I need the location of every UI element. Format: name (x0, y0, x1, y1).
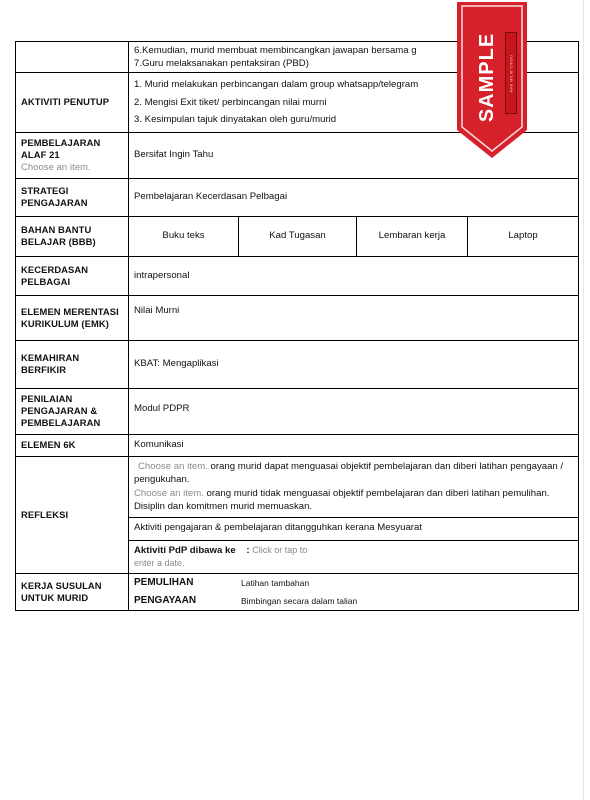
kerja-susulan-table (129, 574, 578, 610)
bbb-item-laptop: Laptop (468, 216, 579, 256)
aktiviti-penutup-label: AKTIVITI PENUTUP (16, 73, 129, 133)
ribbon-tag-strip (505, 32, 517, 114)
sample-watermark-ribbon (457, 2, 527, 158)
penutup-step-6: 6.Kemudian, murid membuat membincangkan jawapan bersama g (134, 45, 417, 56)
refleksi-choose-item-1[interactable]: Choose an item. (138, 460, 208, 472)
bbb-item-kad-tugasan: Kad Tugasan (239, 216, 357, 256)
pengayaan-value: Bimbingan secara dalam talian (241, 595, 358, 606)
refleksi-ditangguhkan: Aktiviti pengajaran & pembelajaran ditangguhkan kerana Mesyuarat (129, 517, 578, 540)
refleksi-line-tidak-menguasai (134, 487, 573, 514)
strategi-row (16, 178, 579, 216)
penutup-item-3: 3. Kesimpulan tajuk dinyatakan oleh guru/murid (134, 114, 337, 125)
strategi-label: STRATEGI PENGAJARAN (16, 178, 129, 216)
bbb-item-lembaran-kerja: Lembaran kerja (357, 216, 468, 256)
abad21-value: Bersifat Ingin Tahu (129, 132, 579, 178)
pemulihan-label: PEMULIHAN (134, 576, 194, 588)
kecerdasan-label: KECERDASAN PELBAGAI (16, 256, 129, 295)
refleksi-label: REFLEKSI (16, 456, 129, 573)
bbb-label: BAHAN BANTU BELAJAR (BBB) (16, 216, 129, 256)
refleksi-content (129, 456, 579, 573)
strategi-value: Pembelajaran Kecerdasan Pelbagai (129, 178, 579, 216)
refleksi-dibawa-ke (129, 540, 578, 573)
elemen6k-row (16, 434, 579, 456)
elemen6k-label: ELEMEN 6K (16, 434, 129, 456)
refleksi-choose-item-2[interactable]: Choose an item. (134, 487, 204, 499)
emk-row (16, 295, 579, 340)
kemahiran-row (16, 340, 579, 388)
refleksi-date-picker[interactable]: Click or tap to (252, 544, 308, 555)
page-edge-line (583, 0, 584, 800)
refleksi-row (16, 456, 579, 573)
penutup-carryover-label (16, 42, 129, 73)
kerja-susulan-content (129, 573, 579, 610)
penutup-item-1: 1. Murid melakukan perbincangan dalam group whatsapp/telegram (134, 79, 419, 90)
elemen6k-value: Komunikasi (129, 434, 579, 456)
kerja-susulan-label: KERJA SUSULAN UNTUK MURID (16, 573, 129, 610)
pengayaan-label: PENGAYAAN (134, 594, 197, 606)
pemulihan-value: Latihan tambahan (241, 577, 310, 588)
kerja-susulan-pengayaan-row (129, 592, 578, 610)
kemahiran-label: KEMAHIRAN BERFIKIR (16, 340, 129, 388)
kemahiran-value: KBAT: Mengaplikasi (129, 340, 579, 388)
penutup-item-2: 2. Mengisi Exit tiket/ perbincangan nilai murni (134, 96, 327, 108)
refleksi-dibawa-colon: : (246, 544, 250, 556)
penilaian-label: PENILAIAN PENGAJARAN & PEMBELAJARAN (16, 388, 129, 434)
refleksi-menguasai-text: orang murid dapat menguasai objektif pembelajaran dan diberi latihan pengayaan / pengukuhan. (134, 460, 564, 485)
refleksi-line-menguasai (134, 460, 573, 487)
abad21-label-cell (16, 132, 129, 178)
kerja-susulan-row (16, 573, 579, 610)
bbb-item-buku-teks: Buku teks (129, 216, 239, 256)
emk-label: ELEMEN MERENTASI KURIKULUM (EMK) (16, 295, 129, 340)
kecerdasan-value: intrapersonal (129, 256, 579, 295)
kerja-susulan-pemulihan-row (129, 574, 578, 592)
emk-value: Nilai Murni (129, 295, 579, 340)
penilaian-row (16, 388, 579, 434)
bbb-row (16, 216, 579, 256)
refleksi-tidak-menguasai-text: orang murid tidak menguasai objektif pembelajaran dan diberi latihan pemulihan. Disiplin dan komitmen murid memuaskan. (134, 487, 550, 512)
kecerdasan-row (16, 256, 579, 295)
refleksi-date-picker-cont[interactable]: enter a date. (134, 557, 185, 568)
penilaian-value: Modul PDPR (129, 388, 579, 434)
refleksi-dibawa-label: Aktiviti PdP dibawa ke (134, 544, 236, 556)
refleksi-paragraph (129, 457, 578, 517)
ribbon-sample-word (473, 32, 503, 122)
sample-text: SAMPLE (476, 32, 499, 122)
penutup-step-7: 7.Guru melaksanakan pentaksiran (PBD) (134, 58, 309, 69)
abad21-label: PEMBELAJARAN ALAF 21 (21, 137, 101, 160)
ribbon-tag-text: HAK MILIK CIKGU (508, 53, 514, 93)
abad21-choose-item[interactable]: Choose an item. (21, 161, 91, 172)
